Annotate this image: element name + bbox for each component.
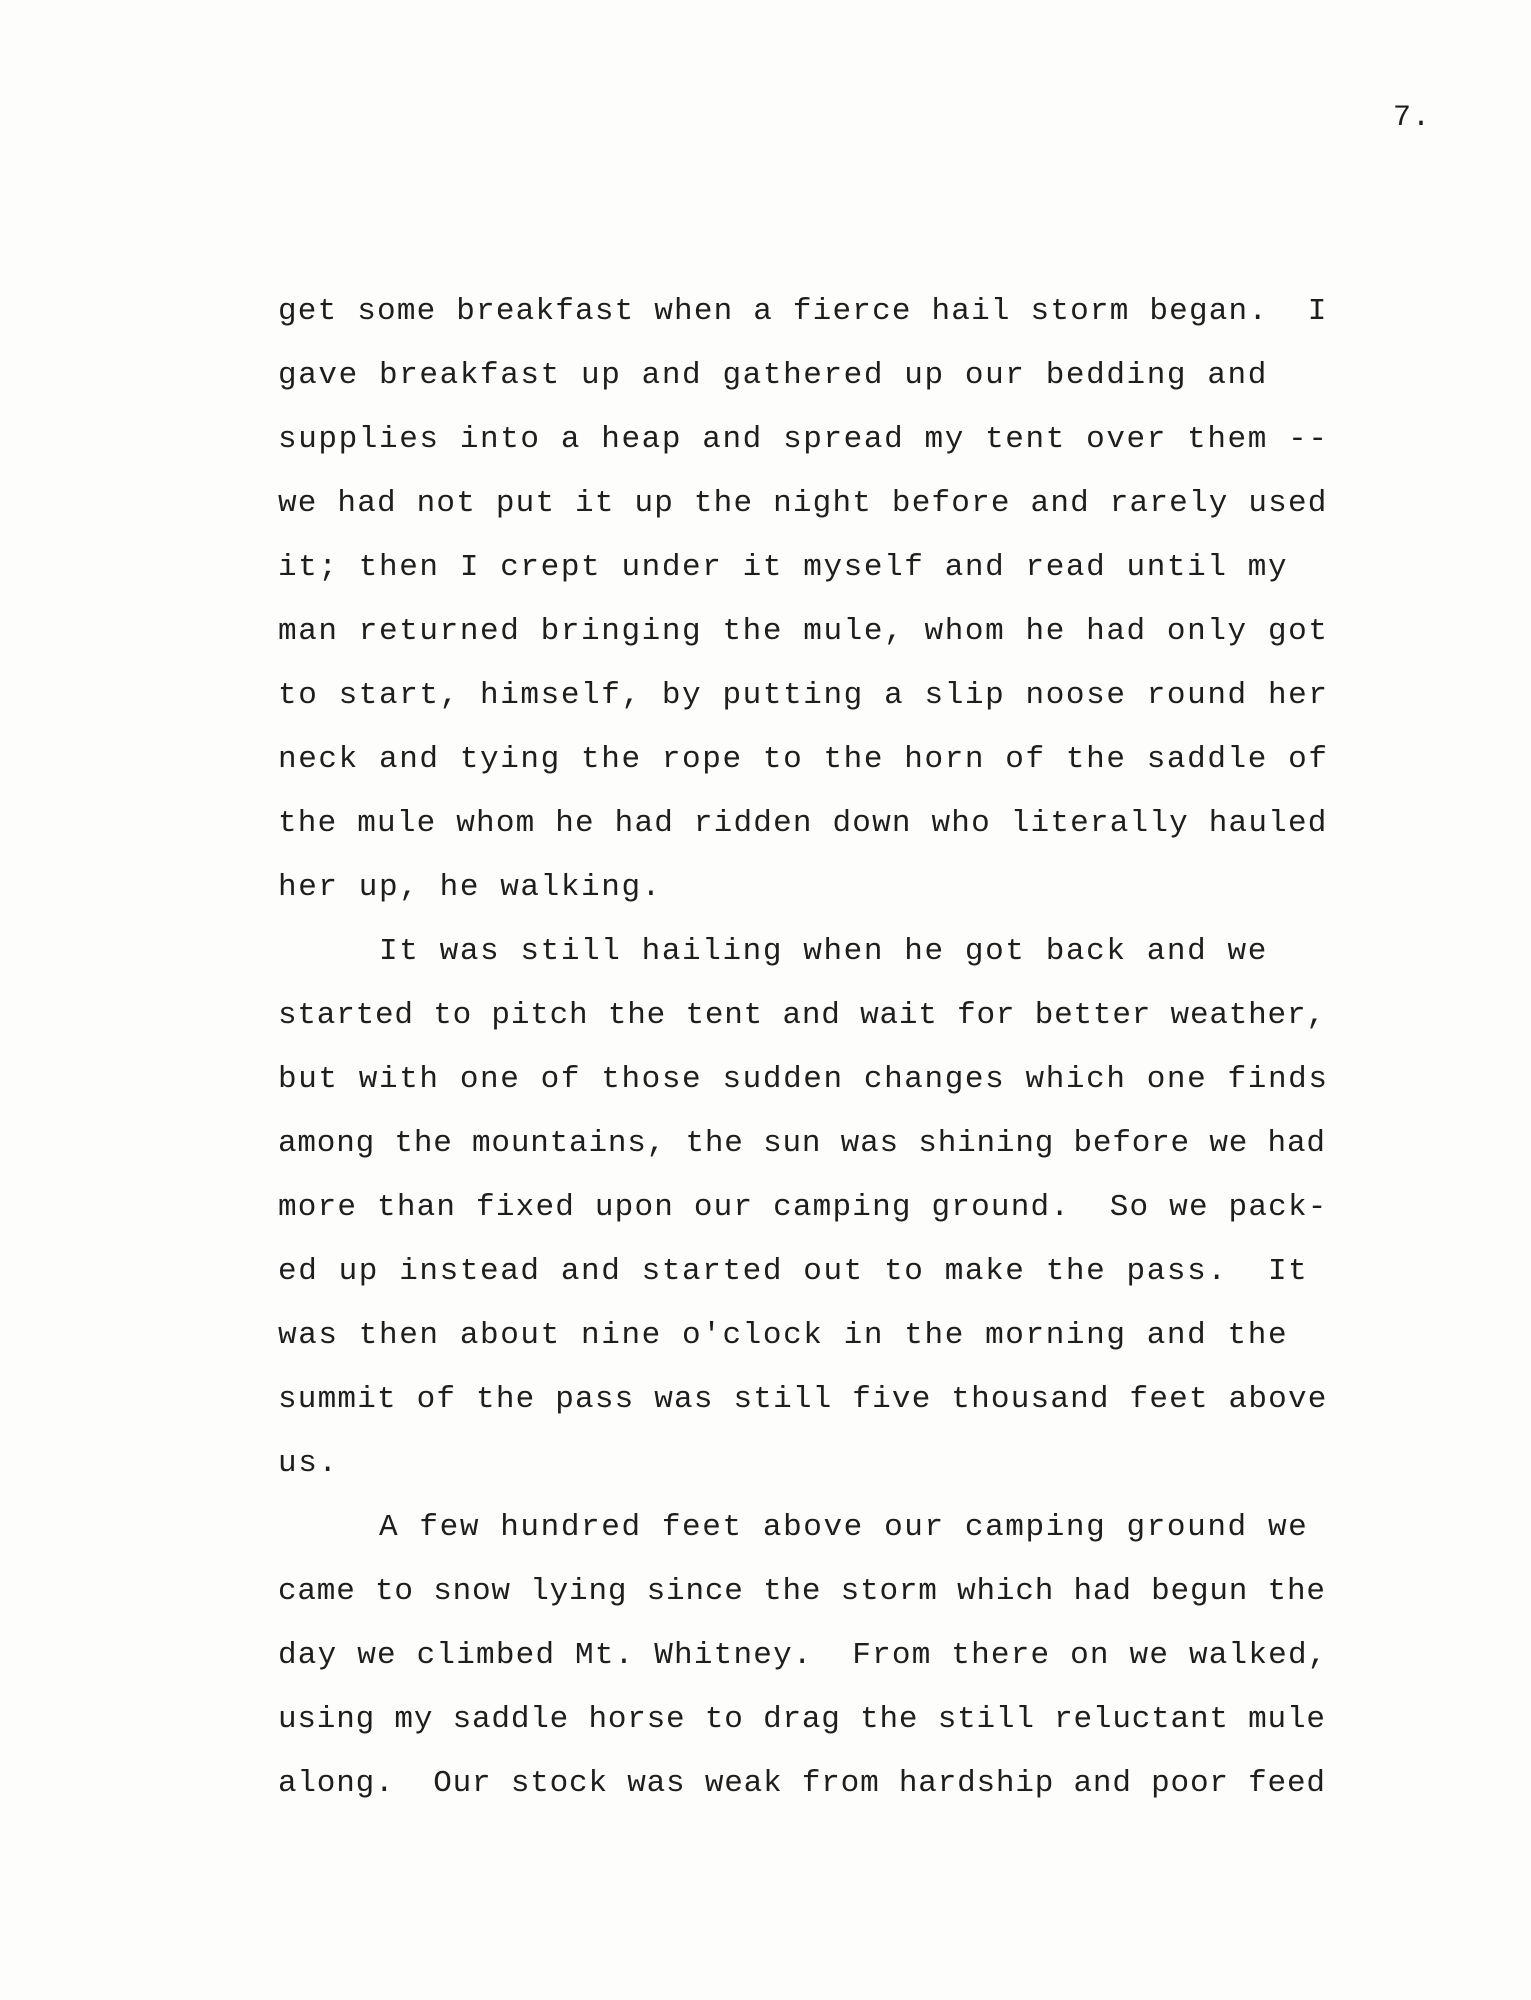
text-line: was then about nine o'clock in the morning and the — [278, 1318, 1289, 1353]
text-line: man returned bringing the mule, whom he had only got — [278, 614, 1329, 649]
text-line: came to snow lying since the storm which had begun the — [278, 1574, 1326, 1609]
text-line: we had not put it up the night before and rarely used — [278, 486, 1328, 521]
text-line: using my saddle horse to drag the still reluctant mule — [278, 1702, 1326, 1737]
text-line: neck and tying the rope to the horn of the saddle of — [278, 742, 1329, 777]
text-line: the mule whom he had ridden down who literally hauled — [278, 806, 1328, 841]
text-line: but with one of those sudden changes which one finds — [278, 1062, 1329, 1097]
text-line: A few hundred feet above our camping ground we — [278, 1510, 1309, 1545]
text-line: It was still hailing when he got back and we — [278, 934, 1268, 969]
text-line: summit of the pass was still five thousand feet above — [278, 1382, 1328, 1417]
text-line: more than fixed upon our camping ground. So we pack- — [278, 1190, 1328, 1225]
text-line: to start, himself, by putting a slip noose round her — [278, 678, 1329, 713]
text-line: day we climbed Mt. Whitney. From there on we walked, — [278, 1638, 1328, 1673]
page-number: 7. — [1393, 101, 1432, 135]
text-line: her up, he walking. — [278, 870, 662, 905]
text-line: ed up instead and started out to make the pass. It — [278, 1254, 1309, 1289]
text-line: gave breakfast up and gathered up our bedding and — [278, 358, 1268, 393]
text-line: along. Our stock was weak from hardship and poor feed — [278, 1766, 1326, 1801]
text-line: supplies into a heap and spread my tent over them -- — [278, 422, 1329, 457]
text-line: us. — [278, 1446, 339, 1481]
text-line: started to pitch the tent and wait for better weather, — [278, 998, 1326, 1033]
text-line: it; then I crept under it myself and read until my — [278, 550, 1289, 585]
text-line: get some breakfast when a fierce hail storm began. I — [278, 294, 1328, 329]
text-line: among the mountains, the sun was shining before we had — [278, 1126, 1326, 1161]
